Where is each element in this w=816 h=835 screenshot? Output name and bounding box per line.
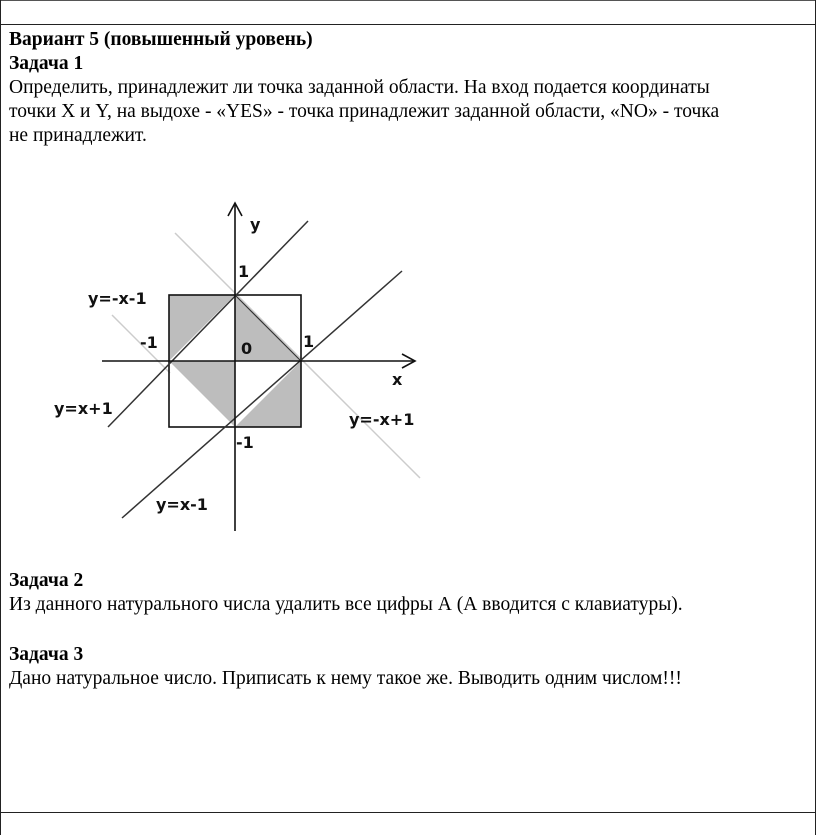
label-y-1: 1 bbox=[238, 262, 250, 281]
task1-text-line1: Определить, принадлежит ли точка заданной области. На вход подается координаты bbox=[9, 77, 710, 98]
task2-title: Задача 2 bbox=[9, 570, 84, 591]
variant-title: Вариант 5 (повышенный уровень) bbox=[9, 29, 313, 50]
shade-bottom-left bbox=[169, 361, 235, 427]
region-diagram bbox=[40, 185, 440, 540]
axis-y-label: y bbox=[250, 215, 261, 234]
task1-text-line3: не принадлежит. bbox=[9, 125, 147, 146]
faint-line-neg-x-minus1 bbox=[175, 233, 420, 478]
task1-section bbox=[9, 28, 804, 148]
label-line-x-minus1: y=x-1 bbox=[156, 495, 208, 514]
label-x-minus1: -1 bbox=[140, 333, 158, 352]
left-border bbox=[0, 0, 1, 835]
task2-section bbox=[9, 569, 804, 617]
task2-text: Из данного натурального числа удалить все цифры А (А вводится с клавиатуры). bbox=[9, 594, 683, 615]
line-y-x-minus1 bbox=[122, 271, 402, 518]
axis-x-label: x bbox=[392, 370, 403, 389]
shade-top-left bbox=[169, 295, 235, 361]
label-line-x-plus1: y=x+1 bbox=[54, 399, 113, 418]
label-y-minus1: -1 bbox=[236, 433, 254, 452]
top-border bbox=[0, 0, 816, 1]
task3-section bbox=[9, 643, 804, 691]
header-row-border bbox=[0, 24, 816, 25]
task3-title: Задача 3 bbox=[9, 644, 84, 665]
label-origin: 0 bbox=[241, 339, 253, 358]
label-line-neg-x-minus1: y=-x-1 bbox=[88, 289, 147, 308]
shade-bottom-right bbox=[235, 361, 301, 427]
label-line-neg-x-plus1: y=-x+1 bbox=[349, 410, 415, 429]
task3-text: Дано натуральное число. Приписать к нему такое же. Выводить одним числом!!! bbox=[9, 668, 682, 689]
bottom-border bbox=[0, 812, 816, 813]
task1-text-line2: точки X и Y, на выдохе - «YES» - точка принадлежит заданной области, «NO» - точка bbox=[9, 101, 720, 122]
task1-title: Задача 1 bbox=[9, 53, 84, 74]
label-x-1: 1 bbox=[303, 332, 315, 351]
